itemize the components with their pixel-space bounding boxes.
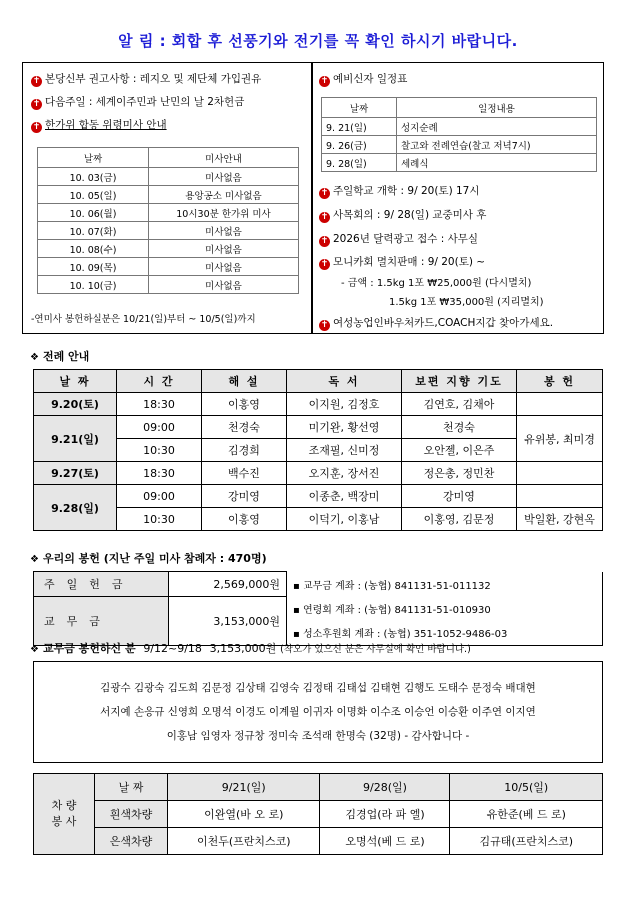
column-header: 날 짜	[95, 774, 168, 801]
table-row: 9. 26(금) 찰고와 전례연습(찰고 저녁7시)	[322, 136, 597, 154]
table-row: 10. 05(일) 용앙공소 미사없음	[38, 186, 299, 204]
table-row	[34, 572, 603, 597]
table-row: 9.27(토) 18:30 백수진 오지훈, 장서진 정은총, 정민찬	[34, 462, 603, 485]
price-line: - 금액 : 1.5kg 1포 ₩25,000원 (다시멸치)	[341, 278, 532, 289]
cross-icon: ✝	[320, 259, 329, 269]
table-row: 10. 10(금) 미사없음	[38, 276, 299, 294]
schedule-item: ✝ 여성농업인바우처카드,COACH지갑 찾아가세요.	[320, 317, 554, 330]
announcement-item: ✝ 본당신부 권고사항 : 레지오 및 제단체 가입권유	[32, 73, 262, 86]
cross-icon: ✝	[320, 188, 329, 198]
vehicle-group-label: 차 량 봉 사	[34, 774, 95, 855]
table-row: 10. 07(화) 미사없음	[38, 222, 299, 240]
table-row: 10. 08(수) 미사없음	[38, 240, 299, 258]
account-line: ▪ 연령회 계좌 : (농협) 841131-51-010930	[287, 597, 603, 621]
announcement-item: ✝ 한가위 합동 위령미사 안내	[32, 119, 167, 132]
tithe-donor-list: 김광수 김광숙 김도희 김문정 김상태 김영숙 김정태 김태섭 김태현 김행도 도태수 문정숙 배대현 서지예 손응규 신영희 오명석 이경도 이계월 이귀자 이명화 이수조 이승언 이승환 이주연 이지연 이홍남 임영자 정규창 정미숙 조석래 한명숙 (32명) - 감사합니다 -	[33, 661, 603, 763]
liturgy-section-title: ❖ 전례 안내	[30, 350, 90, 363]
column-header: 보편 지향 기도	[402, 370, 517, 393]
column-header: 날 짜	[34, 370, 117, 393]
offering-table	[33, 571, 603, 646]
table-row: 10. 06(월) 10시30분 한가위 미사	[38, 204, 299, 222]
schedule-box	[312, 62, 604, 334]
tithe-amount: 3,153,000원	[169, 597, 287, 646]
schedule-item: ✝ 모니카회 멸치판매 : 9/ 20(토) ~	[320, 256, 486, 269]
column-header: 봉 헌	[517, 370, 603, 393]
tithe-donors-section-title: ❖ 교무금 봉헌하신 분 9/12~9/18 3,153,000원 (착오가 있으신 분은 사무실에 확인 바랍니다.)	[30, 642, 471, 655]
column-header: 시 간	[117, 370, 202, 393]
column-header: 일정내용	[397, 98, 597, 118]
table-row: 10:30 이홍영 이덕기, 이홍남 이홍영, 김문정 박일환, 강현옥	[34, 508, 603, 531]
cross-icon: ✝	[320, 320, 329, 330]
table-row	[34, 597, 603, 621]
column-header: 날짜	[322, 98, 397, 118]
table-row: 10. 09(목) 미사없음	[38, 258, 299, 276]
cross-icon: ✝	[32, 122, 41, 132]
schedule-item: ✝ 사목회의 : 9/ 28(일) 교중미사 후	[320, 209, 487, 222]
diamond-bullet-icon: ❖	[30, 644, 39, 655]
column-header: 날짜	[38, 148, 149, 168]
cross-icon: ✝	[320, 76, 329, 86]
schedule-item: ✝ 주일학교 개학 : 9/ 20(토) 17시	[320, 185, 480, 198]
column-header: 9/21(일)	[168, 774, 320, 801]
tithe-label: 교무금	[34, 597, 169, 646]
table-row: 9.21(일) 09:00 천경숙 미기완, 황선영 천경숙 유위봉, 최미경	[34, 416, 603, 439]
table-row: 흰색차량 이완열(바 오 로) 김경업(라 파 엘) 유한준(베 드 로)	[34, 801, 603, 828]
table-row: 9.28(일) 09:00 강미영 이종춘, 백장미 강미영	[34, 485, 603, 508]
diamond-bullet-icon: ❖	[30, 554, 39, 565]
table-row: 은색차량 이천두(프란치스코) 오명석(베 드 로) 김규태(프란치스코)	[34, 828, 603, 855]
price-line: 1.5kg 1포 ₩35,000원 (지리멸치)	[389, 297, 544, 308]
account-line: ▪ 성소후원회 계좌 : (농협) 351-1052-9486-03	[287, 621, 603, 646]
sunday-offering-amount: 2,569,000원	[169, 572, 287, 597]
table-row: 9. 28(일) 세례식	[322, 154, 597, 172]
liturgy-table	[33, 369, 603, 531]
table-row: 10. 03(금) 미사없음	[38, 168, 299, 186]
table-row: 9.20(토) 18:30 이홍영 이지원, 김정호 김연호, 김채아	[34, 393, 603, 416]
column-header: 해 설	[202, 370, 287, 393]
memorial-footnote: -연미사 봉헌하실분은 10/21(일)부터 ~ 10/5(일)까지	[31, 314, 256, 325]
column-header: 9/28(일)	[320, 774, 450, 801]
offering-section-title: ❖ 우리의 봉헌 (지난 주일 미사 참례자 : 470명)	[30, 552, 267, 565]
catechumen-heading: ✝ 예비신자 일정표	[320, 73, 408, 86]
cross-icon: ✝	[320, 236, 329, 246]
account-line: ▪ 교무금 계좌 : (농협) 841131-51-011132	[287, 572, 603, 597]
diamond-bullet-icon: ❖	[30, 352, 39, 363]
sunday-offering-label: 주일헌금	[34, 572, 169, 597]
cross-icon: ✝	[32, 99, 41, 109]
table-row: 9. 21(일) 성지순례	[322, 118, 597, 136]
table-row: 10:30 김경희 조재필, 신미정 오안젤, 이은주	[34, 439, 603, 462]
memorial-mass-table	[37, 147, 299, 294]
cross-icon: ✝	[320, 212, 329, 222]
column-header: 독 서	[287, 370, 402, 393]
catechumen-schedule-table	[321, 97, 597, 172]
announcements-box	[22, 62, 312, 334]
schedule-item: ✝ 2026년 달력광고 접수 : 사무실	[320, 233, 479, 246]
column-header: 미사안내	[149, 148, 299, 168]
vehicle-service-table	[33, 773, 603, 855]
announcement-item: ✝ 다음주일 : 세계이주민과 난민의 날 2차헌금	[32, 96, 245, 109]
notice-title: 알 림 : 회합 후 선풍기와 전기를 꼭 확인 하시기 바랍니다.	[118, 32, 518, 50]
column-header: 10/5(일)	[450, 774, 603, 801]
cross-icon: ✝	[32, 76, 41, 86]
